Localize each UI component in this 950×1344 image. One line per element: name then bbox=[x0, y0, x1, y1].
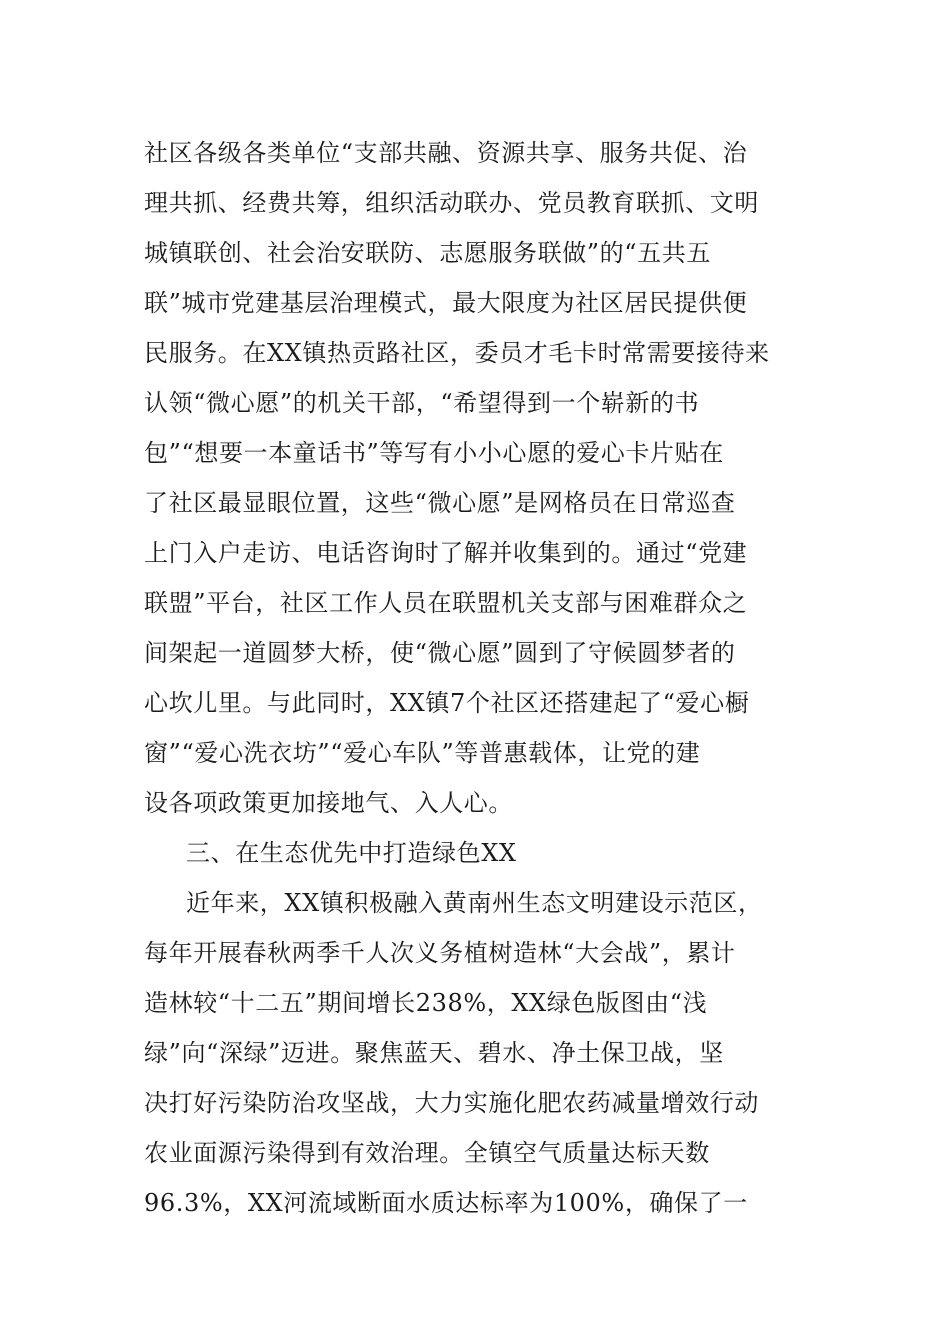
paragraph-1-line-11: 间架起一道圆梦大桥，使“微心愿”圆到了守候圆梦者的 bbox=[144, 639, 736, 667]
paragraph-2-line-7: 96.3%，XX河流域断面水质达标率为100%，确保了一 bbox=[144, 1189, 748, 1217]
paragraph-1-line-3: 城镇联创、社会治安联防、志愿服务联做”的“五共五 bbox=[144, 239, 711, 267]
paragraph-1-line-6: 认领“微心愿”的机关干部，“希望得到一个崭新的书 bbox=[144, 389, 700, 417]
paragraph-1-line-14: 设各项政策更加接地气、入人心。 bbox=[144, 789, 513, 817]
paragraph-2-line-3: 造林较“十二五”期间增长238%，XX绿色版图由“浅 bbox=[144, 989, 708, 1017]
paragraph-1-line-8: 了社区最显眼位置，这些“微心愿”是网格员在日常巡查 bbox=[144, 489, 736, 517]
paragraph-1-line-7: 包”“想要一本童话书”等写有小小心愿的爱心卡片贴在 bbox=[144, 439, 724, 467]
paragraph-1-line-12: 心坎儿里。与此同时，XX镇7个社区还搭建起了“爱心橱 bbox=[144, 689, 750, 717]
paragraph-2-line-5: 决打好污染防治攻坚战，大力实施化肥农药减量增效行动 bbox=[144, 1089, 759, 1117]
paragraph-1-line-13: 窗”“爱心洗衣坊”“爱心车队”等普惠载体，让党的建 bbox=[144, 739, 701, 767]
paragraph-2-line-6: 农业面源污染得到有效治理。全镇空气质量达标天数 bbox=[144, 1139, 710, 1167]
paragraph-1-line-10: 联盟”平台，社区工作人员在联盟机关支部与困难群众之 bbox=[144, 589, 748, 617]
paragraph-1-line-5: 民服务。在XX镇热贡路社区，委员才毛卡时常需要接待来 bbox=[144, 339, 770, 367]
paragraph-1-line-2: 理共抓、经费共筹，组织活动联办、党员教育联抓、文明 bbox=[144, 189, 759, 217]
paragraph-2-line-1: 近年来，XX镇积极融入黄南州生态文明建设示范区， bbox=[186, 889, 763, 917]
paragraph-1-line-9: 上门入户走访、电话咨询时了解并收集到的。通过“党建 bbox=[144, 539, 748, 567]
paragraph-1-line-4: 联”城市党建基层治理模式，最大限度为社区居民提供便 bbox=[144, 289, 748, 317]
paragraph-2-line-4: 绿”向“深绿”迈进。聚焦蓝天、碧水、净土保卫战，坚 bbox=[144, 1039, 724, 1067]
section-heading: 三、在生态优先中打造绿色XX bbox=[186, 839, 517, 867]
paragraph-2-line-2: 每年开展春秋两季千人次义务植树造林“大会战”，累计 bbox=[144, 939, 736, 967]
paragraph-1-line-1: 社区各级各类单位“支部共融、资源共享、服务共促、治 bbox=[144, 139, 748, 167]
